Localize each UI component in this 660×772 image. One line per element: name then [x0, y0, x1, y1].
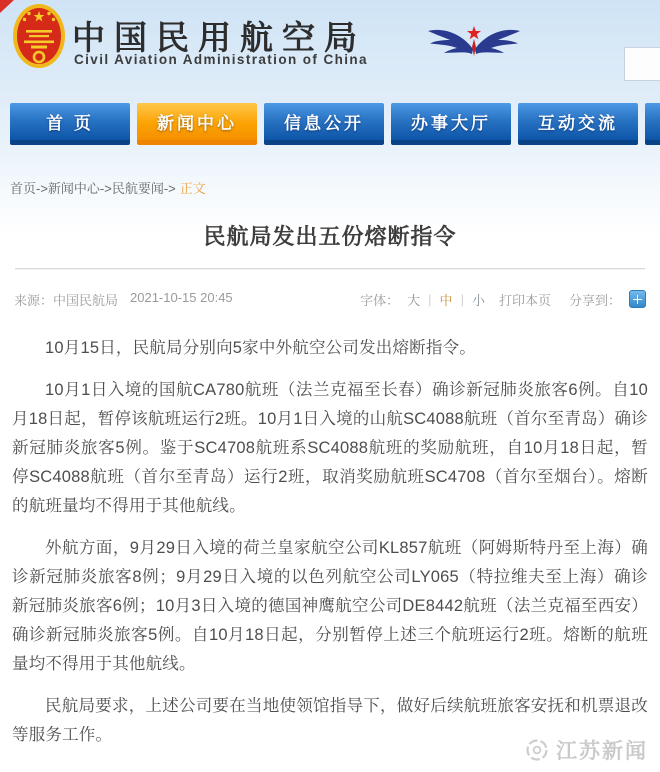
caac-wings-icon	[426, 22, 522, 69]
font-size-medium-button[interactable]: 中	[439, 292, 453, 308]
print-page-button[interactable]: 打印本页	[498, 292, 551, 308]
national-emblem-icon	[12, 3, 66, 74]
separator: |	[460, 291, 464, 307]
font-size-small-button[interactable]: 小	[471, 292, 485, 308]
article-source: 来源：中国民航局	[14, 292, 119, 308]
title-divider	[15, 268, 645, 270]
tab-partial[interactable]	[645, 103, 660, 145]
main-nav	[0, 103, 660, 150]
site-title: 中国民用航空局	[72, 19, 366, 56]
tab-info-disclosure[interactable]: 信息公开	[264, 103, 384, 145]
tab-news-center[interactable]: 新闻中心	[137, 103, 257, 145]
watermark	[524, 735, 648, 765]
site-header	[0, 0, 660, 100]
font-size-label: 字体：	[360, 292, 400, 308]
breadcrumb-current: 正文	[179, 181, 206, 196]
tab-interaction[interactable]: 互动交流	[518, 103, 638, 145]
breadcrumb-path[interactable]: 首页->新闻中心->民航要闻->	[10, 181, 176, 196]
paragraph: 10月15日，民航局分别向5家中外航空公司发出熔断指令。	[45, 339, 476, 357]
share-plus-icon[interactable]	[629, 290, 646, 308]
meta-source-block	[14, 290, 233, 309]
breadcrumb	[0, 178, 660, 194]
tab-home[interactable]: 首 页	[10, 103, 130, 145]
article-datetime: 2021-10-15 20:45	[130, 289, 233, 305]
font-size-large-button[interactable]: 大	[407, 292, 421, 308]
article-body	[12, 334, 648, 750]
separator: |	[428, 291, 432, 307]
search-box-stub[interactable]	[624, 47, 660, 81]
paragraph: 10月1日入境的国航CA780航班（法兰克福至长春）确诊新冠肺炎旅客6例。自10月18日起，暂停该航班运行2班。10月1日入境的山航SC4088航班（首尔至青岛）确诊新冠肺炎旅客5例。鉴于SC4708航班系SC4088航班的奖励航班，自10月18日起，暂停SC4088航班（首尔至青岛）运行2班，取消奖励航班SC4708（首尔至烟台）。熔断的航班量均不得用于其他航线。	[12, 381, 648, 515]
share-label: 分享到：	[568, 292, 621, 308]
watermark-text: 江苏新闻	[556, 740, 648, 763]
site-subtitle: Civil Aviation Administration of China	[74, 52, 368, 67]
article-meta	[12, 290, 648, 308]
tab-service-hall[interactable]: 办事大厅	[391, 103, 511, 145]
meta-tools-block	[360, 290, 646, 309]
article-title: 民航局发出五份熔断指令	[203, 224, 457, 249]
paragraph: 外航方面，9月29日入境的荷兰皇家航空公司KL857航班（阿姆斯特丹至上海）确诊新冠肺炎旅客8例；9月29日入境的以色列航空公司LY065（特拉维夫至上海）确诊新冠肺炎旅客6例；10月3日入境的德国神鹰航空公司DE8442航班（法兰克福至西安）确诊新冠肺炎旅客5例。自10月18日起，分别暂停上述三个航班运行2班。熔断的航班量均不得用于其他航线。	[12, 539, 648, 673]
paragraph: 民航局要求，上述公司要在当地使领馆指导下，做好后续航班旅客安抚和机票退改等服务工作。	[12, 697, 648, 744]
article	[0, 220, 660, 750]
jiangsu-news-logo-icon	[524, 737, 550, 763]
